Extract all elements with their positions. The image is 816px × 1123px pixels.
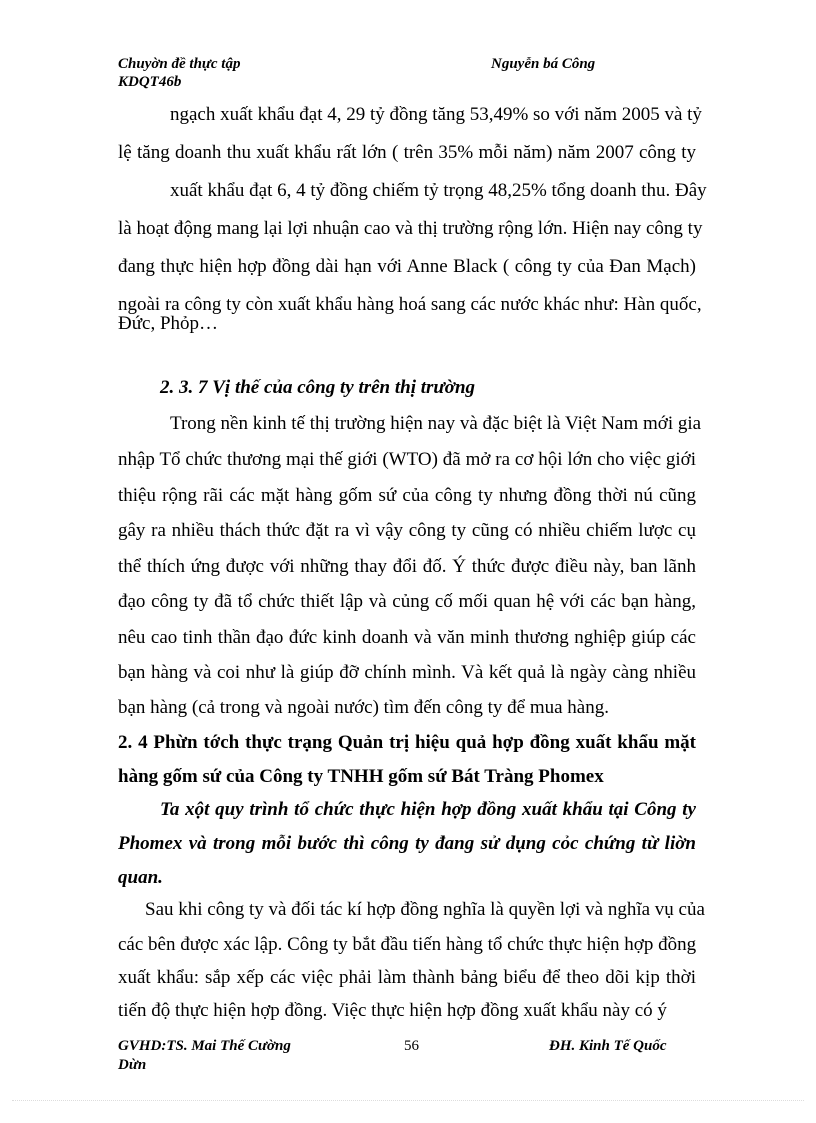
body-line: là hoạt động mang lại lợi nhuận cao và thị trường rộng lớn. Hiện nay công ty — [118, 218, 703, 239]
body-line: Trong nền kinh tế thị trường hiện nay và đặc biệt là Việt Nam mới gia — [170, 413, 702, 434]
body-line: đạo công ty đã tổ chức thiết lập và củng cố mối quan hệ với các bạn hàng, — [118, 591, 696, 612]
section-heading-2-3-7: 2. 3. 7 Vị thế của công ty trên thị trường — [160, 377, 476, 398]
page-bottom-divider — [12, 1100, 804, 1101]
body-line: bạn hàng và coi như là giúp đỡ chính mình. Và kết quả là ngày càng nhiều — [118, 662, 696, 683]
body-line: nhập Tổ chức thương mại thế giới (WTO) đã mở ra cơ hội lớn cho việc giới — [118, 449, 696, 470]
body-line: Đức, Phỏp… — [118, 313, 219, 334]
body-line: các bên được xác lập. Công ty bắt đầu tiến hàng tổ chức thực hiện hợp đồng — [118, 934, 697, 955]
footer-advisor-cont: Dừn — [118, 1057, 147, 1073]
intro-line: Ta xột quy trình tổ chức thực hiện hợp đồng xuất khẩu tại Công ty — [160, 799, 696, 820]
body-line: nêu cao tinh thần đạo đức kinh doanh và văn minh thương nghiệp giúp các — [118, 627, 696, 648]
section-heading-2-4: 2. 4 Phừn tớch thực trạng Quản trị hiệu quả hợp đồng xuất khẩu mặt — [118, 732, 696, 753]
header-right-author: Nguyễn bá Công — [491, 56, 596, 72]
body-line: ngạch xuất khẩu đạt 4, 29 tỷ đồng tăng 53,49% so với năm 2005 và tỷ — [170, 104, 702, 125]
body-line: Sau khi công ty và đối tác kí hợp đồng nghĩa là quyền lợi và nghĩa vụ của — [145, 899, 705, 920]
body-line: lệ tăng doanh thu xuất khẩu rất lớn ( trên 35% mỗi năm) năm 2007 công ty — [118, 142, 696, 163]
header-left-title: Chuyờn đề thực tập — [118, 56, 241, 72]
body-line: xuất khẩu đạt 6, 4 tỷ đồng chiếm tỷ trọng 48,25% tổng doanh thu. Đây — [170, 180, 707, 201]
body-line: tiến độ thực hiện hợp đồng. Việc thực hiện hợp đồng xuất khẩu này có ý — [118, 1000, 667, 1021]
body-line: đang thực hiện hợp đồng dài hạn với Anne Black ( công ty của Đan Mạch) — [118, 256, 696, 277]
body-line: bạn hàng (cả trong và ngoài nước) tìm đến công ty để mua hàng. — [118, 697, 609, 718]
body-line: xuất khẩu: sắp xếp các việc phải làm thành bảng biểu để theo dõi kịp thời — [118, 967, 696, 988]
section-heading-2-4-cont: hàng gốm sứ của Công ty TNHH gốm sứ Bát Tràng Phomex — [118, 766, 604, 787]
body-line: thể thích ứng được với những thay đổi đố. Ý thức được điều này, ban lãnh — [118, 556, 696, 577]
page-number: 56 — [404, 1038, 419, 1054]
body-line: thiệu rộng rãi các mặt hàng gốm sứ của công ty nhưng đồng thời nú cũng — [118, 485, 696, 506]
intro-line: Phomex và trong mỗi bước thì công ty đang sử dụng cỏc chứng từ liờn — [118, 833, 696, 854]
footer-advisor: GVHD:TS. Mai Thế Cường — [118, 1038, 291, 1054]
footer-university: ĐH. Kinh Tế Quốc — [549, 1038, 667, 1054]
body-line: gây ra nhiều thách thức đặt ra vì vậy công ty cũng có nhiều chiếm lược cụ — [118, 520, 696, 541]
intro-line: quan. — [118, 867, 163, 888]
body-line: ngoài ra công ty còn xuất khẩu hàng hoá sang các nước khác như: Hàn quốc, — [118, 294, 702, 315]
header-left-class: KDQT46b — [118, 74, 182, 90]
